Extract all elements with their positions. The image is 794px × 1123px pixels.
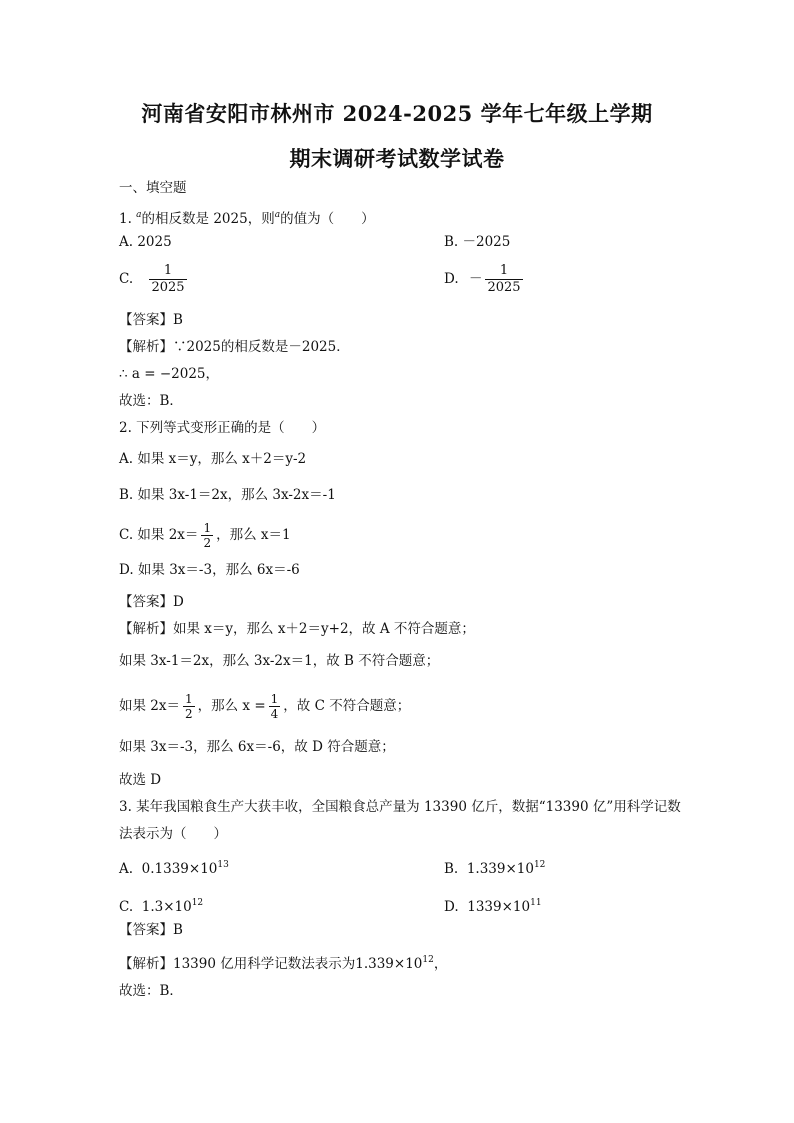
q1-option-c: C. $\frac{1}{2025}$ xyxy=(119,263,185,295)
q2-option-c: C. 如果 2x＝ $\frac{1}{2}$ ，那么 x＝1 xyxy=(119,521,291,550)
title-line-1: 河南省安阳市林州市 2024-2025 学年七年级上学期 xyxy=(141,101,653,126)
q1-option-b: B. －2025 xyxy=(444,234,511,250)
q3-stem-line-2: 法表示为（ ） xyxy=(119,826,227,842)
q3-answer: 【答案】B xyxy=(119,922,183,938)
q2-answer: 【答案】D xyxy=(119,594,184,610)
fraction: $\frac{1}{2}$ xyxy=(203,521,212,550)
fraction: $\frac{1}{2}$ xyxy=(185,692,193,721)
title-line-2: 期末调研考试数学试卷 xyxy=(289,146,505,171)
q1-explanation-2: ∴ a = −2025， xyxy=(119,366,219,382)
q1-option-d: D. － $\frac{1}{2025}$ xyxy=(444,263,521,295)
q2-option-b: B. 如果 3x-1＝2x，那么 3x-2x＝-1 xyxy=(119,487,336,503)
q2-conclusion: 故选 D xyxy=(119,772,162,788)
fraction: $\frac{1}{2025}$ xyxy=(151,263,185,295)
q2-option-a: A. 如果 x＝y，那么 x＋2＝y-2 xyxy=(119,451,307,467)
q3-option-d: D. $1339\times 10^{11}$ xyxy=(444,898,542,915)
q2-explanation-4: 如果 3x＝-3，那么 6x＝-6，故 D 符合题意； xyxy=(119,739,395,755)
q3-explanation: 【解析】13390 亿用科学记数法表示为$1.339\times 10^{12}$， xyxy=(119,955,448,972)
q3-stem-line-1: 3. 某年我国粮食生产大获丰收，全国粮食总产量为 13390 亿斤，数据“13390 亿”用科学记数 xyxy=(119,799,681,815)
q3-option-a: A. $0.1339\times 10^{13}$ xyxy=(119,860,229,877)
section-heading: 一、填空题 xyxy=(119,180,187,196)
q3-option-b: B. $1.339\times 10^{12}$ xyxy=(444,860,546,877)
q2-explanation-3: 如果 2x＝ $\frac{1}{2}$ ，那么 x = $\frac{1}{4}$ ，故 C 不符合题意； xyxy=(119,692,411,721)
q2-option-d: D. 如果 3x＝-3，那么 6x＝-6 xyxy=(119,562,300,578)
fraction: $\frac{1}{2025}$ xyxy=(487,263,521,295)
q2-explanation-1: 【解析】如果 x＝y，那么 x＋2＝y+2，故 A 不符合题意； xyxy=(119,621,475,637)
q1-conclusion: 故选：B． xyxy=(119,393,183,409)
fraction: $\frac{1}{4}$ xyxy=(270,692,279,721)
q2-explanation-2: 如果 3x-1＝2x，那么 3x-2x＝1，故 B 不符合题意； xyxy=(119,653,440,669)
q2-stem: 2. 下列等式变形正确的是（ ） xyxy=(119,420,326,436)
q1-option-a: A. 2025 xyxy=(119,234,172,250)
q3-conclusion: 故选：B． xyxy=(119,983,183,999)
q3-option-c: C. $1.3\times 10^{12}$ xyxy=(119,898,204,915)
q1-answer: 【答案】B xyxy=(119,312,183,328)
q1-explanation-1: 【解析】∵2025的相反数是－2025． xyxy=(119,339,350,355)
q1-stem: 1. $^a$的相反数是 2025，则$^a$的值为（ ） xyxy=(119,210,375,227)
